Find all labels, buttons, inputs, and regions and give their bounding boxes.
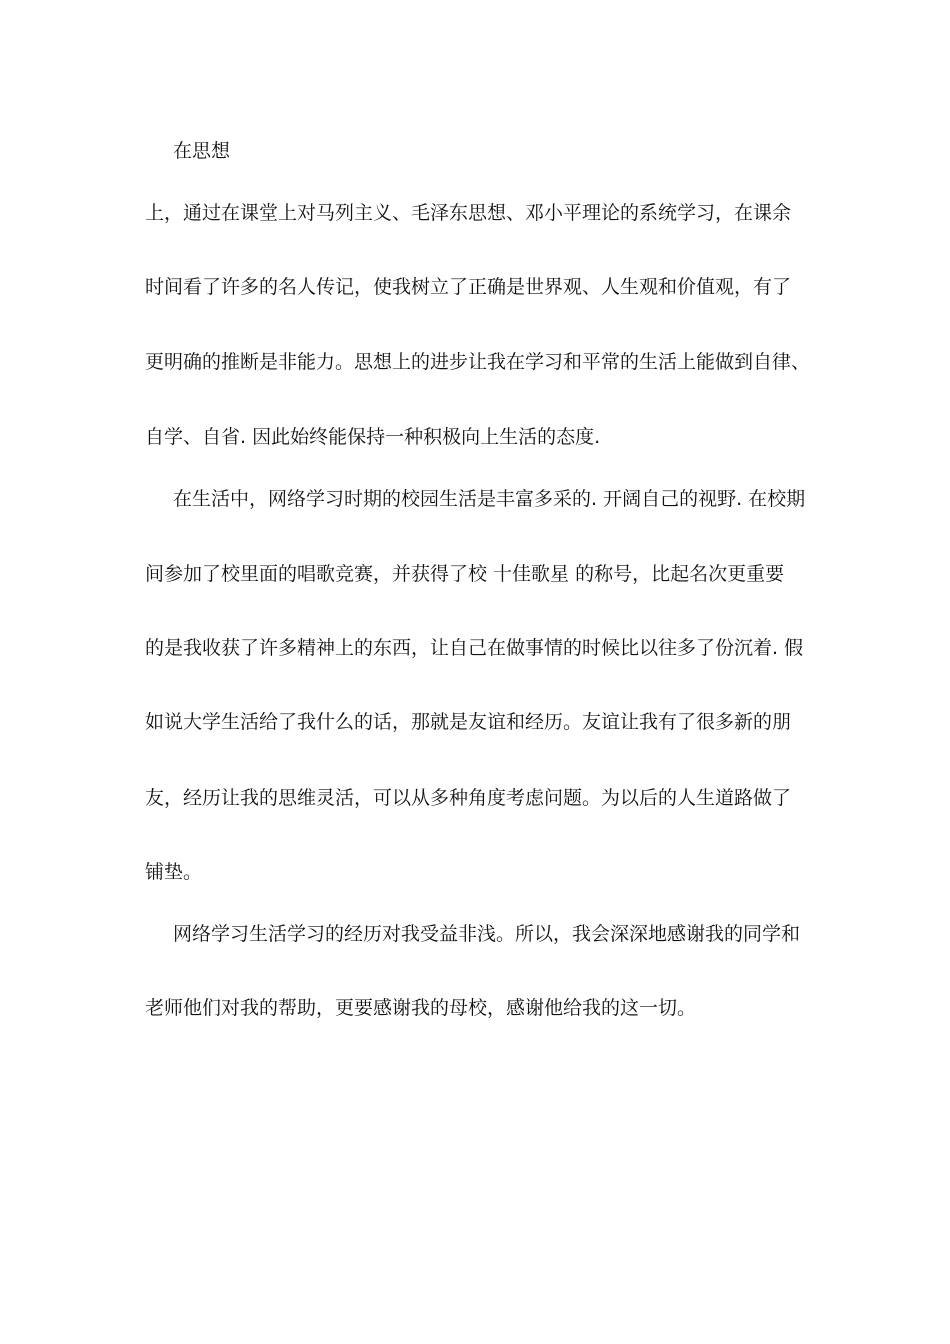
paragraph-2-line-2: 间参加了校里面的唱歌竞赛，并获得了校 十佳歌星 的称号，比起名次更重要 (145, 563, 785, 585)
paragraph-3-line-2: 老师他们对我的帮助，更要感谢我的母校，感谢他给我的这一切。 (145, 997, 697, 1019)
paragraph-2-line-3: 的是我收获了许多精神上的东西，让自己在做事情的时候比以往多了份沉着. 假 (145, 637, 804, 659)
paragraph-1-line-1: 在思想 (173, 140, 231, 162)
paragraph-2-line-1: 在生活中，网络学习时期的校园生活是丰富多采的. 开阔自己的视野. 在校期 (173, 488, 806, 510)
paragraph-2-line-6: 铺垫。 (145, 861, 203, 883)
paragraph-2-line-4: 如说大学生活给了我什么的话，那就是友谊和经历。友谊让我有了很多新的朋 (145, 711, 792, 733)
paragraph-1-line-5: 自学、自省. 因此始终能保持一种积极向上生活的态度. (145, 426, 601, 448)
paragraph-3-line-1: 网络学习生活学习的经历对我受益非浅。所以，我会深深地感谢我的同学和 (173, 923, 801, 945)
paragraph-2-line-5: 友，经历让我的思维灵活，可以从多种角度考虑问题。为以后的人生道路做了 (145, 787, 792, 809)
paragraph-1-line-2: 上，通过在课堂上对马列主义、毛泽东思想、邓小平理论的系统学习，在课余 (145, 202, 792, 224)
paragraph-1-line-3: 时间看了许多的名人传记，使我树立了正确是世界观、人生观和价值观，有了 (145, 276, 792, 298)
paragraph-1-line-4: 更明确的推断是非能力。思想上的进步让我在学习和平常的生活上能做到自律、 (145, 351, 811, 373)
